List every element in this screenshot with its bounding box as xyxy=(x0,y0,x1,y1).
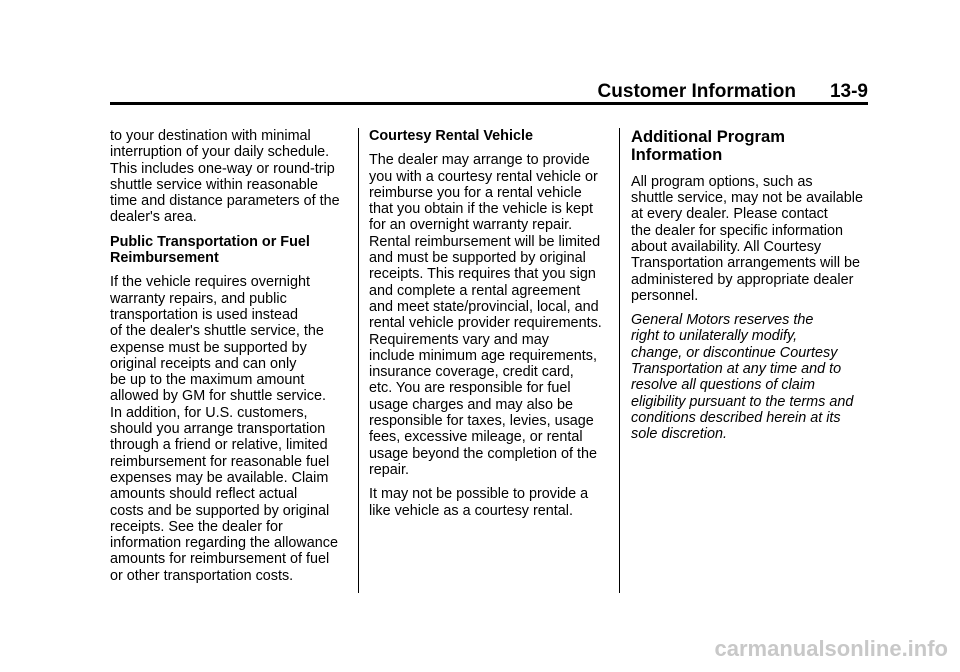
column-divider xyxy=(358,128,359,593)
column-3 xyxy=(631,128,871,451)
column-2 xyxy=(369,128,609,527)
watermark: carmanualsonline.info xyxy=(714,636,948,661)
paragraph: If the vehicle requires overnight warranty repairs, and public transportation is used instead of the dealer's shuttle service, the expense must be supported by original receipts and can only be up to the maximum amount allowed by GM for shuttle service. In addition, for U.S. customers, should you arrange transportation through a friend or relative, limited reimbursement for reasonable fuel expenses may be available. Claim amounts should reflect actual costs and be supported by original receipts. See the dealer for information regarding the allowance amounts for reimbursement of fuel or other transportation costs. xyxy=(110,274,338,584)
disclaimer-paragraph: General Motors reserves the right to unilaterally modify, change, or discontinue Courtesy Transportation at any time and to resolve all questions of claim eligibility pursuant to the terms and conditions described herein at its sole discretion. xyxy=(631,312,854,443)
column-1 xyxy=(110,128,350,592)
subheading-courtesy-rental: Courtesy Rental Vehicle xyxy=(369,128,533,144)
column-divider xyxy=(619,128,620,593)
header-rule xyxy=(110,102,868,105)
section-heading-additional-program: Additional Program Information xyxy=(631,127,785,165)
paragraph: All program options, such as shuttle service, may not be available at every dealer. Please contact the dealer for specific information about availability. All Courtesy Transportation arrangements will be administered by appropriate dealer personnel. xyxy=(631,173,863,304)
page-number: 13-9 xyxy=(829,81,868,102)
paragraph: The dealer may arrange to provide you with a courtesy rental vehicle or reimburse you for a rental vehicle that you obtain if the vehicle is kept for an overnight warranty repair. Rental reimbursement will be limited and must be supported by original receipts. This requires that you sign and complete a rental agreement and meet state/provincial, local, and rental vehicle provider requirements. Requirements vary and may include minimum age requirements, insurance coverage, credit card, etc. You are responsible for fuel usage charges and may also be responsible for taxes, levies, usage fees, excessive mileage, or rental usage beyond the completion of the repair. xyxy=(369,152,602,478)
subheading-public-transportation: Public Transportation or Fuel Reimbursement xyxy=(110,233,310,267)
section-title: Customer Information xyxy=(597,81,796,102)
paragraph: to your destination with minimal interruption of your daily schedule. This includes one-way or round-trip shuttle service within reasonable time and distance parameters of the dealer's area. xyxy=(110,128,340,226)
paragraph: It may not be possible to provide a like vehicle as a courtesy rental. xyxy=(369,486,589,519)
page-header xyxy=(110,82,868,102)
